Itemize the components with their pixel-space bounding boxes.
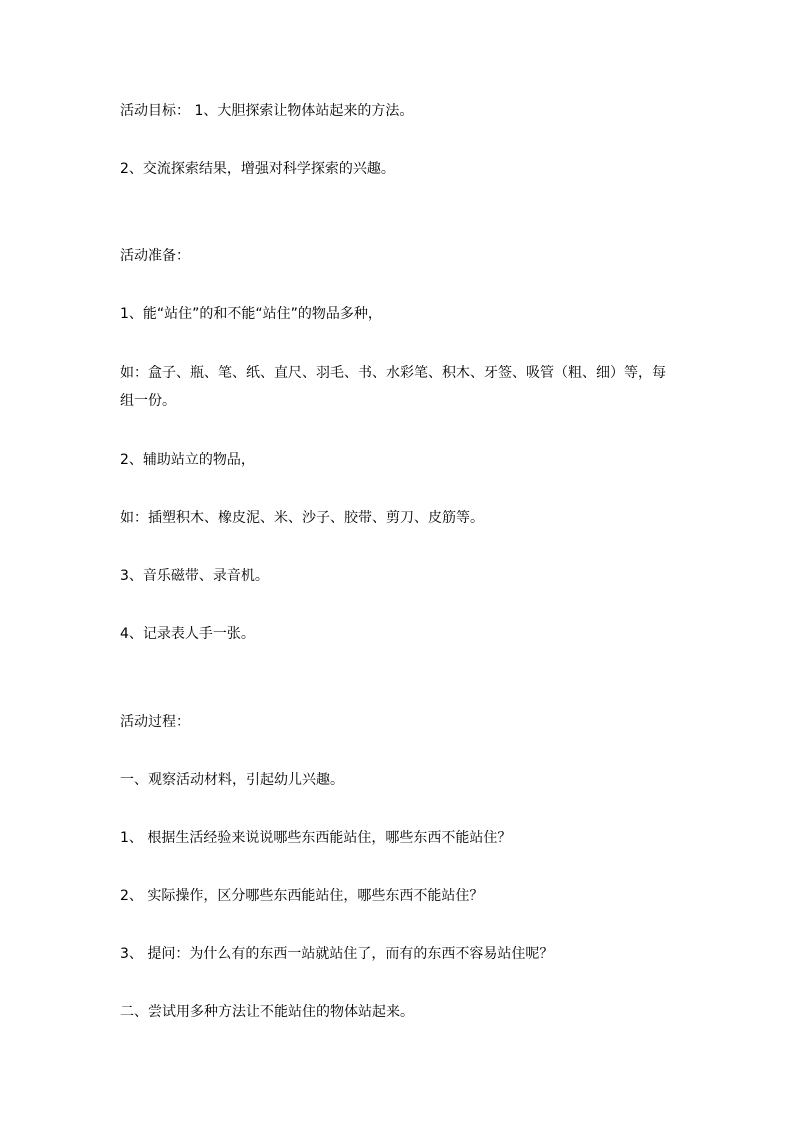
activity-goal-line-1: 活动目标： 1、大胆探索让物体站起来的方法。 — [120, 103, 414, 119]
process-step-1-1: 1、 根据生活经验来说说哪些东西能站住，哪些东西不能站住？ — [120, 830, 512, 846]
process-section-1: 一、观察活动材料，引起幼儿兴趣。 — [120, 772, 344, 788]
preparation-item-4: 4、记录表人手一张。 — [120, 626, 255, 642]
preparation-heading: 活动准备： — [120, 248, 190, 264]
preparation-item-1: 1、能“站住”的和不能“站住”的物品多种， — [120, 306, 382, 322]
process-heading: 活动过程： — [120, 714, 190, 730]
preparation-item-1-example: 如：盒子、瓶、笔、纸、直尺、羽毛、书、水彩笔、积木、牙签、吸管（粗、细）等，每组一份。 — [120, 365, 666, 409]
process-section-2: 二、尝试用多种方法让不能站住的物体站起来。 — [120, 1004, 414, 1020]
process-step-1-3: 3、 提问：为什么有的东西一站就站住了，而有的东西不容易站住呢？ — [120, 946, 554, 962]
preparation-item-2: 2、辅助站立的物品， — [120, 452, 255, 468]
preparation-item-3: 3、音乐磁带、录音机。 — [120, 568, 269, 584]
activity-goal-line-2: 2、交流探索结果，增强对科学探索的兴趣。 — [120, 161, 395, 177]
process-step-1-2: 2、 实际操作，区分哪些东西能站住，哪些东西不能站住？ — [120, 888, 484, 904]
preparation-item-2-example: 如：插塑积木、橡皮泥、米、沙子、胶带、剪刀、皮筋等。 — [120, 510, 484, 526]
